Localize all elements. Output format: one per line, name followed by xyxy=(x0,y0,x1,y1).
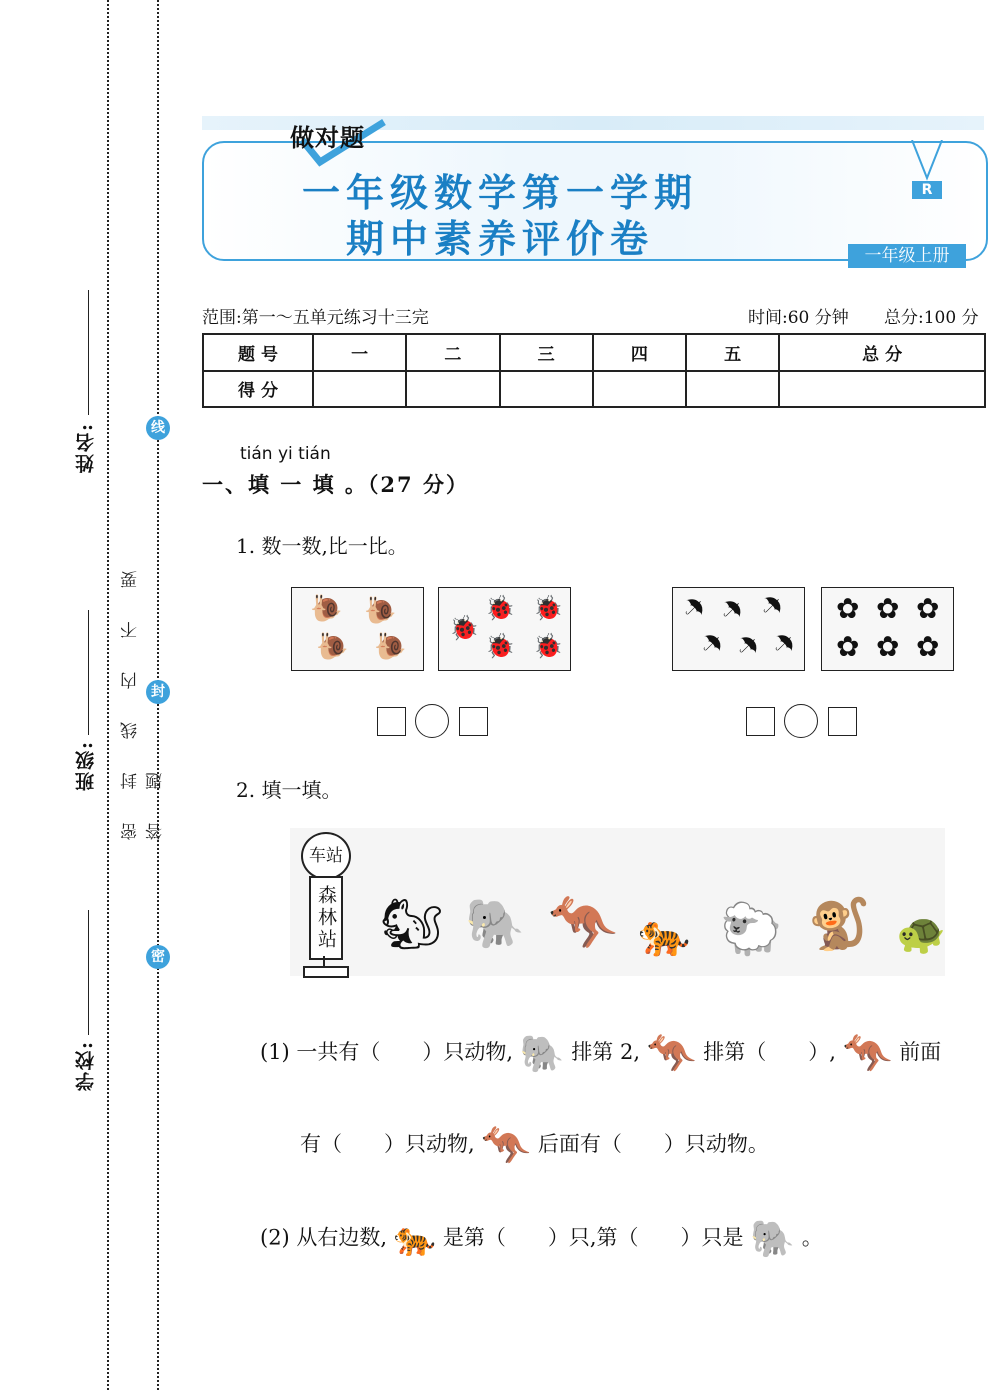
seal-mark-xian: 线 xyxy=(146,416,170,440)
compare-blank-circle-2[interactable] xyxy=(784,704,818,738)
score-table-score-row xyxy=(203,371,985,408)
title-line-2: 期中素养评价卷 xyxy=(345,217,654,261)
q2-sub1-text-a: (1) 一共有（ ）只动物, xyxy=(260,1040,514,1064)
score-col-1: 一 xyxy=(313,334,406,371)
ladybug-icon: 🐞 xyxy=(485,632,515,660)
squirrel-icon: 🐿 xyxy=(380,895,444,953)
monkey-icon: 🐒 xyxy=(808,895,871,953)
ladybug-icon: 🐞 xyxy=(533,594,563,622)
station-sign: 车站 xyxy=(301,832,351,880)
score-col-3: 三 xyxy=(500,334,593,371)
compare-blank-circle-1[interactable] xyxy=(415,704,449,738)
compare-blank-box-1b[interactable] xyxy=(459,707,488,736)
score-col-4: 四 xyxy=(593,334,686,371)
q2-sub2-text-a: (2) 从右边数, xyxy=(260,1225,388,1250)
umbrella-icon: ☂ xyxy=(673,590,712,628)
question-2-prompt: 2. 填一填。 xyxy=(236,778,342,802)
rose-box xyxy=(821,587,954,671)
kangaroo-icon: 🦘 xyxy=(548,891,618,956)
score-cell[interactable] xyxy=(406,371,499,408)
umbrella-box xyxy=(672,587,805,671)
turtle-icon: 🐢 xyxy=(896,911,946,957)
station-base xyxy=(303,966,349,978)
school-field[interactable] xyxy=(88,910,89,1035)
rose-icon: ✿ xyxy=(876,630,900,663)
q2-sub2-line xyxy=(260,1218,823,1260)
q2-sub2-text-b: 是第（ ）只,第（ ）只是 xyxy=(442,1225,744,1250)
section-title: 一、填 一 填 。（27 分） xyxy=(202,472,469,497)
compare-blank-box-1a[interactable] xyxy=(377,707,406,736)
snail-icon: 🐌 xyxy=(364,596,397,626)
umbrella-icon: ☂ xyxy=(711,592,750,630)
seal-mark-feng: 封 xyxy=(146,680,170,704)
score-col-total: 总 分 xyxy=(779,334,985,371)
score-header-label: 题 号 xyxy=(203,334,313,371)
q2-sub1-text-c: 排第（ ）, xyxy=(703,1040,836,1064)
seal-notice: 密 封 线 内 不 要 答 题 xyxy=(121,556,166,840)
grade-tag: 一年级上册 xyxy=(848,244,966,268)
ladybug-icon: 🐞 xyxy=(533,632,563,660)
tiger-icon: 🐅 xyxy=(393,1219,437,1259)
rose-icon: ✿ xyxy=(836,592,860,625)
score-cell[interactable] xyxy=(593,371,686,408)
scope-text: 范围:第一～五单元练习十三完 xyxy=(202,308,429,328)
rose-icon: ✿ xyxy=(916,592,940,625)
rose-icon: ✿ xyxy=(916,630,940,663)
score-row-label: 得 分 xyxy=(203,371,313,408)
q2-sub1-text-e: 有（ ）只动物, xyxy=(300,1132,475,1156)
score-cell[interactable] xyxy=(313,371,406,408)
tiger-icon: 🐅 xyxy=(638,910,691,959)
section-pinyin: tián yi tián xyxy=(240,444,331,464)
station-name-post: 森林站 xyxy=(309,876,343,960)
score-cell[interactable] xyxy=(686,371,779,408)
kangaroo-icon: 🦘 xyxy=(842,1031,893,1077)
brand-logo: 做对题 xyxy=(290,124,365,152)
snail-icon: 🐌 xyxy=(310,594,343,624)
station-pole xyxy=(323,956,325,966)
q2-sub1-text-f: 后面有（ ）只动物。 xyxy=(537,1132,769,1156)
elephant-icon: 🐘 xyxy=(465,896,525,952)
umbrella-icon: ☂ xyxy=(751,588,790,626)
elephant-icon: 🐘 xyxy=(750,1219,796,1260)
ladybug-icon: 🐞 xyxy=(485,594,515,622)
kangaroo-icon: 🦘 xyxy=(481,1123,532,1169)
compare-blank-box-2b[interactable] xyxy=(828,707,857,736)
score-table-header-row xyxy=(203,334,985,371)
sheep-icon: 🐑 xyxy=(720,900,783,958)
total-text: 总分:100 分 xyxy=(884,308,979,328)
q2-sub2-text-c: 。 xyxy=(801,1225,823,1250)
q2-sub1-text-d: 前面 xyxy=(899,1040,942,1064)
class-field[interactable] xyxy=(88,610,89,735)
time-text: 时间:60 分钟 xyxy=(748,308,849,328)
snail-box xyxy=(291,587,424,671)
name-field[interactable] xyxy=(88,290,89,415)
name-label: 姓名: xyxy=(75,422,97,474)
snail-icon: 🐌 xyxy=(316,632,349,662)
ribbon-icon xyxy=(908,140,946,182)
ladybug-box xyxy=(438,587,571,671)
score-table xyxy=(202,333,986,408)
rose-icon: ✿ xyxy=(836,630,860,663)
score-col-5: 五 xyxy=(686,334,779,371)
question-1-prompt: 1. 数一数,比一比。 xyxy=(236,534,408,558)
q2-sub1-line2 xyxy=(300,1122,769,1169)
elephant-icon: 🐘 xyxy=(519,1033,565,1075)
title-line-1: 一年级数学第一学期 xyxy=(301,171,698,215)
snail-icon: 🐌 xyxy=(374,632,407,662)
edition-badge: R xyxy=(912,181,942,199)
kangaroo-icon: 🦘 xyxy=(646,1031,697,1077)
score-col-2: 二 xyxy=(406,334,499,371)
q2-sub1-text-b: 排第 2, xyxy=(571,1040,641,1064)
seal-mark-mi: 密 xyxy=(146,945,170,969)
umbrella-icon: ☂ xyxy=(727,628,766,666)
q2-sub1-line1 xyxy=(260,1030,941,1077)
compare-blank-box-2a[interactable] xyxy=(746,707,775,736)
class-label: 班级: xyxy=(75,740,97,792)
umbrella-icon: ☂ xyxy=(691,626,730,664)
rose-icon: ✿ xyxy=(876,592,900,625)
school-label: 学校: xyxy=(75,1040,97,1092)
umbrella-icon: ☂ xyxy=(763,626,802,664)
score-cell[interactable] xyxy=(779,371,985,408)
score-cell[interactable] xyxy=(500,371,593,408)
ladybug-icon: 🐞 xyxy=(449,614,479,642)
